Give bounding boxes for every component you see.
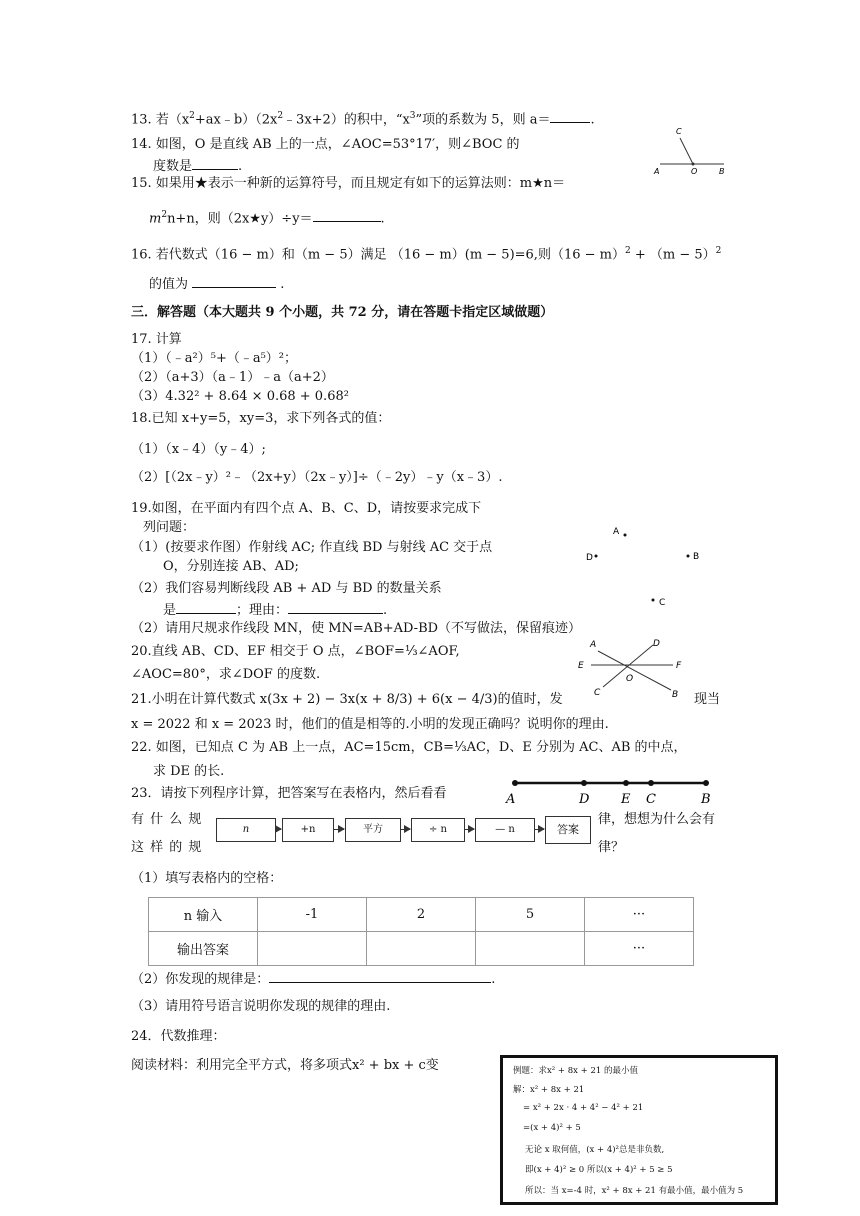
q16-answer-blank[interactable] <box>192 275 276 288</box>
q15-answer-blank[interactable] <box>313 209 381 222</box>
flow-box-answer: 答案 <box>545 816 591 844</box>
example-line: 所以：当 x=-4 时，x² + 8x + 21 有最小值，最小值为 5 <box>525 1186 744 1196</box>
q22-segment-figure <box>505 775 715 807</box>
flow-arrow <box>464 829 474 830</box>
question-13: 13. 若$(x^2+ax﹣b)(2x^2﹣3x+2)$的积中，“$x^3$”项的系数为 5，则 a＝ . <box>131 111 595 128</box>
q24-reading: 阅读材料：利用完全平方式，将多项式x² + bx + c变 <box>131 1058 439 1073</box>
point-d <box>595 555 598 558</box>
table-cell: ··· <box>585 898 694 932</box>
label-b: B <box>672 690 679 700</box>
point-c <box>652 599 655 602</box>
table-cell: 2 <box>367 898 476 932</box>
q23-part1: （1）填写表格内的空格： <box>131 871 283 886</box>
q21-line2: x = 2022 和 x = 2023 时，他们的值是相等的.小明的发现正确吗？说明你的理由. <box>131 717 609 732</box>
flow-arrow <box>534 829 544 830</box>
point-a <box>624 534 627 537</box>
q20-line2: ∠AOC=80°，求∠DOF 的度数. <box>131 667 321 682</box>
label-e: E <box>621 792 631 807</box>
q23-line3-right: 律？ <box>598 840 625 855</box>
table-row <box>149 932 694 966</box>
label-d: D <box>579 792 590 807</box>
section-3-heading: 三．解答题（本大题共 9 个小题，共 72 分，请在答题卡指定区域做题） <box>131 305 554 320</box>
question-15-line2: $m^2n+n$，则（2x★y）÷y＝ . <box>149 210 385 227</box>
example-line: 无论 x 取何值，(x + 4)²总是非负数, <box>525 1145 665 1155</box>
q17-part1: （1）（﹣a²）⁵+（﹣a⁵）²； <box>131 351 298 366</box>
question-16-line1: 16. 若代数式（16 − m）和（m − 5）满足 （16 − m）(m − 5)=6,则$(16 - m)^2 + (m - 5)^2$ <box>131 246 722 263</box>
q20-lines-figure <box>573 633 688 701</box>
point-b <box>703 780 709 786</box>
q17-title: 17. 计算 <box>131 332 182 347</box>
ray-oc <box>680 138 693 164</box>
table-row <box>149 898 694 932</box>
q22-line1: 22. 如图，已知点 C 为 AB 上一点，AC=15cm，CB=⅓AC，D、E 分别为 AC、AB 的中点， <box>131 740 687 755</box>
q18-title: 18.已知 x+y=5，xy=3，求下列各式的值： <box>131 411 391 426</box>
q19-line4: O，分别连接 AB、AD; <box>163 559 299 574</box>
question-14-line2: 度数是 . <box>153 159 243 174</box>
q23-line1: 23．请按下列程序计算，把答案写在表格内，然后看看 <box>131 786 447 801</box>
example-line: 例题：求x² + 8x + 21 的最小值 <box>513 1066 638 1076</box>
point-b-label: B <box>693 552 700 562</box>
flow-box-divide-n: ÷ n <box>411 818 465 842</box>
label-a: A <box>506 792 516 807</box>
q23-line3-left: 这 样 的 规 <box>131 840 203 855</box>
label-c: C <box>646 792 656 807</box>
example-line: =(x + 4)² + 5 <box>523 1123 581 1133</box>
point-d-label: D <box>586 553 593 563</box>
point-c-label: C <box>659 598 666 608</box>
question-15-line1: 15. 如果用★表示一种新的运算符号，而且规定有如下的运算法则：m★n＝ <box>131 176 566 191</box>
q21-line1: 21.小明在计算代数式 x(3x + 2) − 3x(x + 8/3) + 6(x − 4/3)的值时，发 <box>131 692 563 707</box>
answer-cell[interactable] <box>367 932 476 966</box>
example-line: 解：x² + 8x + 21 <box>513 1085 585 1095</box>
q23-line2-right: 律，想想为什么会有 <box>598 812 716 827</box>
q23-table <box>148 897 694 966</box>
label-o: O <box>626 674 634 684</box>
q19-line5: （2）我们容易判断线段 AB + AD 与 BD 的数量关系 <box>131 581 442 596</box>
q18-part2: （2）[（2x﹣y）²﹣（2x+y）（2x﹣y）]÷（﹣2y）﹣y（x﹣3）. <box>131 470 503 485</box>
table-cell: 5 <box>476 898 585 932</box>
point-o <box>692 163 695 166</box>
q22-line2: 求 DE 的长. <box>153 764 225 779</box>
q19-line6: 是 ；理由： . <box>163 603 388 618</box>
q13-number: 13. <box>131 112 152 128</box>
flow-box-square: 平方 <box>345 818 401 842</box>
line-ab <box>598 651 671 690</box>
q19-line7: （2）请用尺规求作线段 MN，使 MN=AB+AD-BD（不写做法，保留痕迹） <box>131 621 582 636</box>
q18-part1: （1）（x﹣4）（y﹣4）; <box>131 442 266 457</box>
q14-angle-figure <box>652 124 732 176</box>
table-cell: ··· <box>585 932 694 966</box>
q14-answer-blank[interactable] <box>192 157 238 170</box>
q13-answer-blank[interactable] <box>550 110 590 123</box>
q24-example-box <box>500 1055 778 1205</box>
q19-line3: （1）(按要求作图）作射线 AC; 作直线 BD 与射线 AC 交于点 <box>131 540 493 555</box>
q24-title: 24．代数推理： <box>131 1029 226 1044</box>
q23-rule-blank[interactable] <box>269 970 491 983</box>
example-line: 即(x + 4)² ≥ 0 所以(x + 4)² + 5 ≥ 5 <box>525 1165 673 1175</box>
flow-box-n: n <box>216 818 276 842</box>
label-d: D <box>653 639 660 649</box>
table-cell: -1 <box>258 898 367 932</box>
q19-points-figure <box>580 520 710 612</box>
point-d <box>581 780 587 786</box>
flow-box-minus-n: — n <box>475 818 535 842</box>
flow-box-plus-n: +n <box>282 818 334 842</box>
label-b: B <box>701 792 711 807</box>
flow-arrow <box>333 829 344 830</box>
table-cell: 输出答案 <box>149 932 258 966</box>
point-b <box>687 555 690 558</box>
q17-part3: （3）4.32² + 8.64 × 0.68 + 0.68² <box>131 389 349 404</box>
q23-line2-left: 有 什 么 规 <box>131 812 203 827</box>
example-line: = x² + 2x · 4 + 4² − 4² + 21 <box>523 1103 644 1113</box>
label-c: C <box>676 127 682 136</box>
question-16-line2: 的值为 . <box>149 277 285 292</box>
answer-cell[interactable] <box>258 932 367 966</box>
q23-part3: （3）请用符号语言说明你发现的规律的理由. <box>131 999 391 1014</box>
q19-reason-blank[interactable] <box>288 601 383 614</box>
table-cell: n 输入 <box>149 898 258 932</box>
q19-line1: 19.如图，在平面内有四个点 A、B、C、D，请按要求完成下 <box>131 501 482 516</box>
label-o: O <box>691 167 698 176</box>
q19-line2: 列问题： <box>143 520 196 535</box>
flow-arrow <box>400 829 410 830</box>
label-f: F <box>676 661 682 671</box>
point-a <box>512 780 518 786</box>
point-a-label: A <box>613 527 620 537</box>
q20-line1: 20.直线 AB、CD、EF 相交于 O 点，∠BOF=⅓∠AOF, <box>131 644 460 659</box>
q23-part2: （2）你发现的规律是： . <box>131 972 496 987</box>
question-14-line1: 14. 如图，O 是直线 AB 上的一点，∠AOC=53°17′，则∠BOC 的 <box>131 137 520 152</box>
q21-line1-end: 现当 <box>694 692 721 707</box>
label-a: A <box>590 640 597 650</box>
point-e <box>623 780 629 786</box>
label-c: C <box>594 688 601 698</box>
label-e: E <box>578 661 584 671</box>
answer-cell[interactable] <box>476 932 585 966</box>
flow-arrow <box>275 829 281 830</box>
point-c <box>648 780 654 786</box>
q17-part2: （2）（a+3）（a﹣1）﹣a（a+2） <box>131 370 334 385</box>
label-a: A <box>654 167 660 176</box>
label-b: B <box>719 167 725 176</box>
q19-relation-blank[interactable] <box>176 601 236 614</box>
